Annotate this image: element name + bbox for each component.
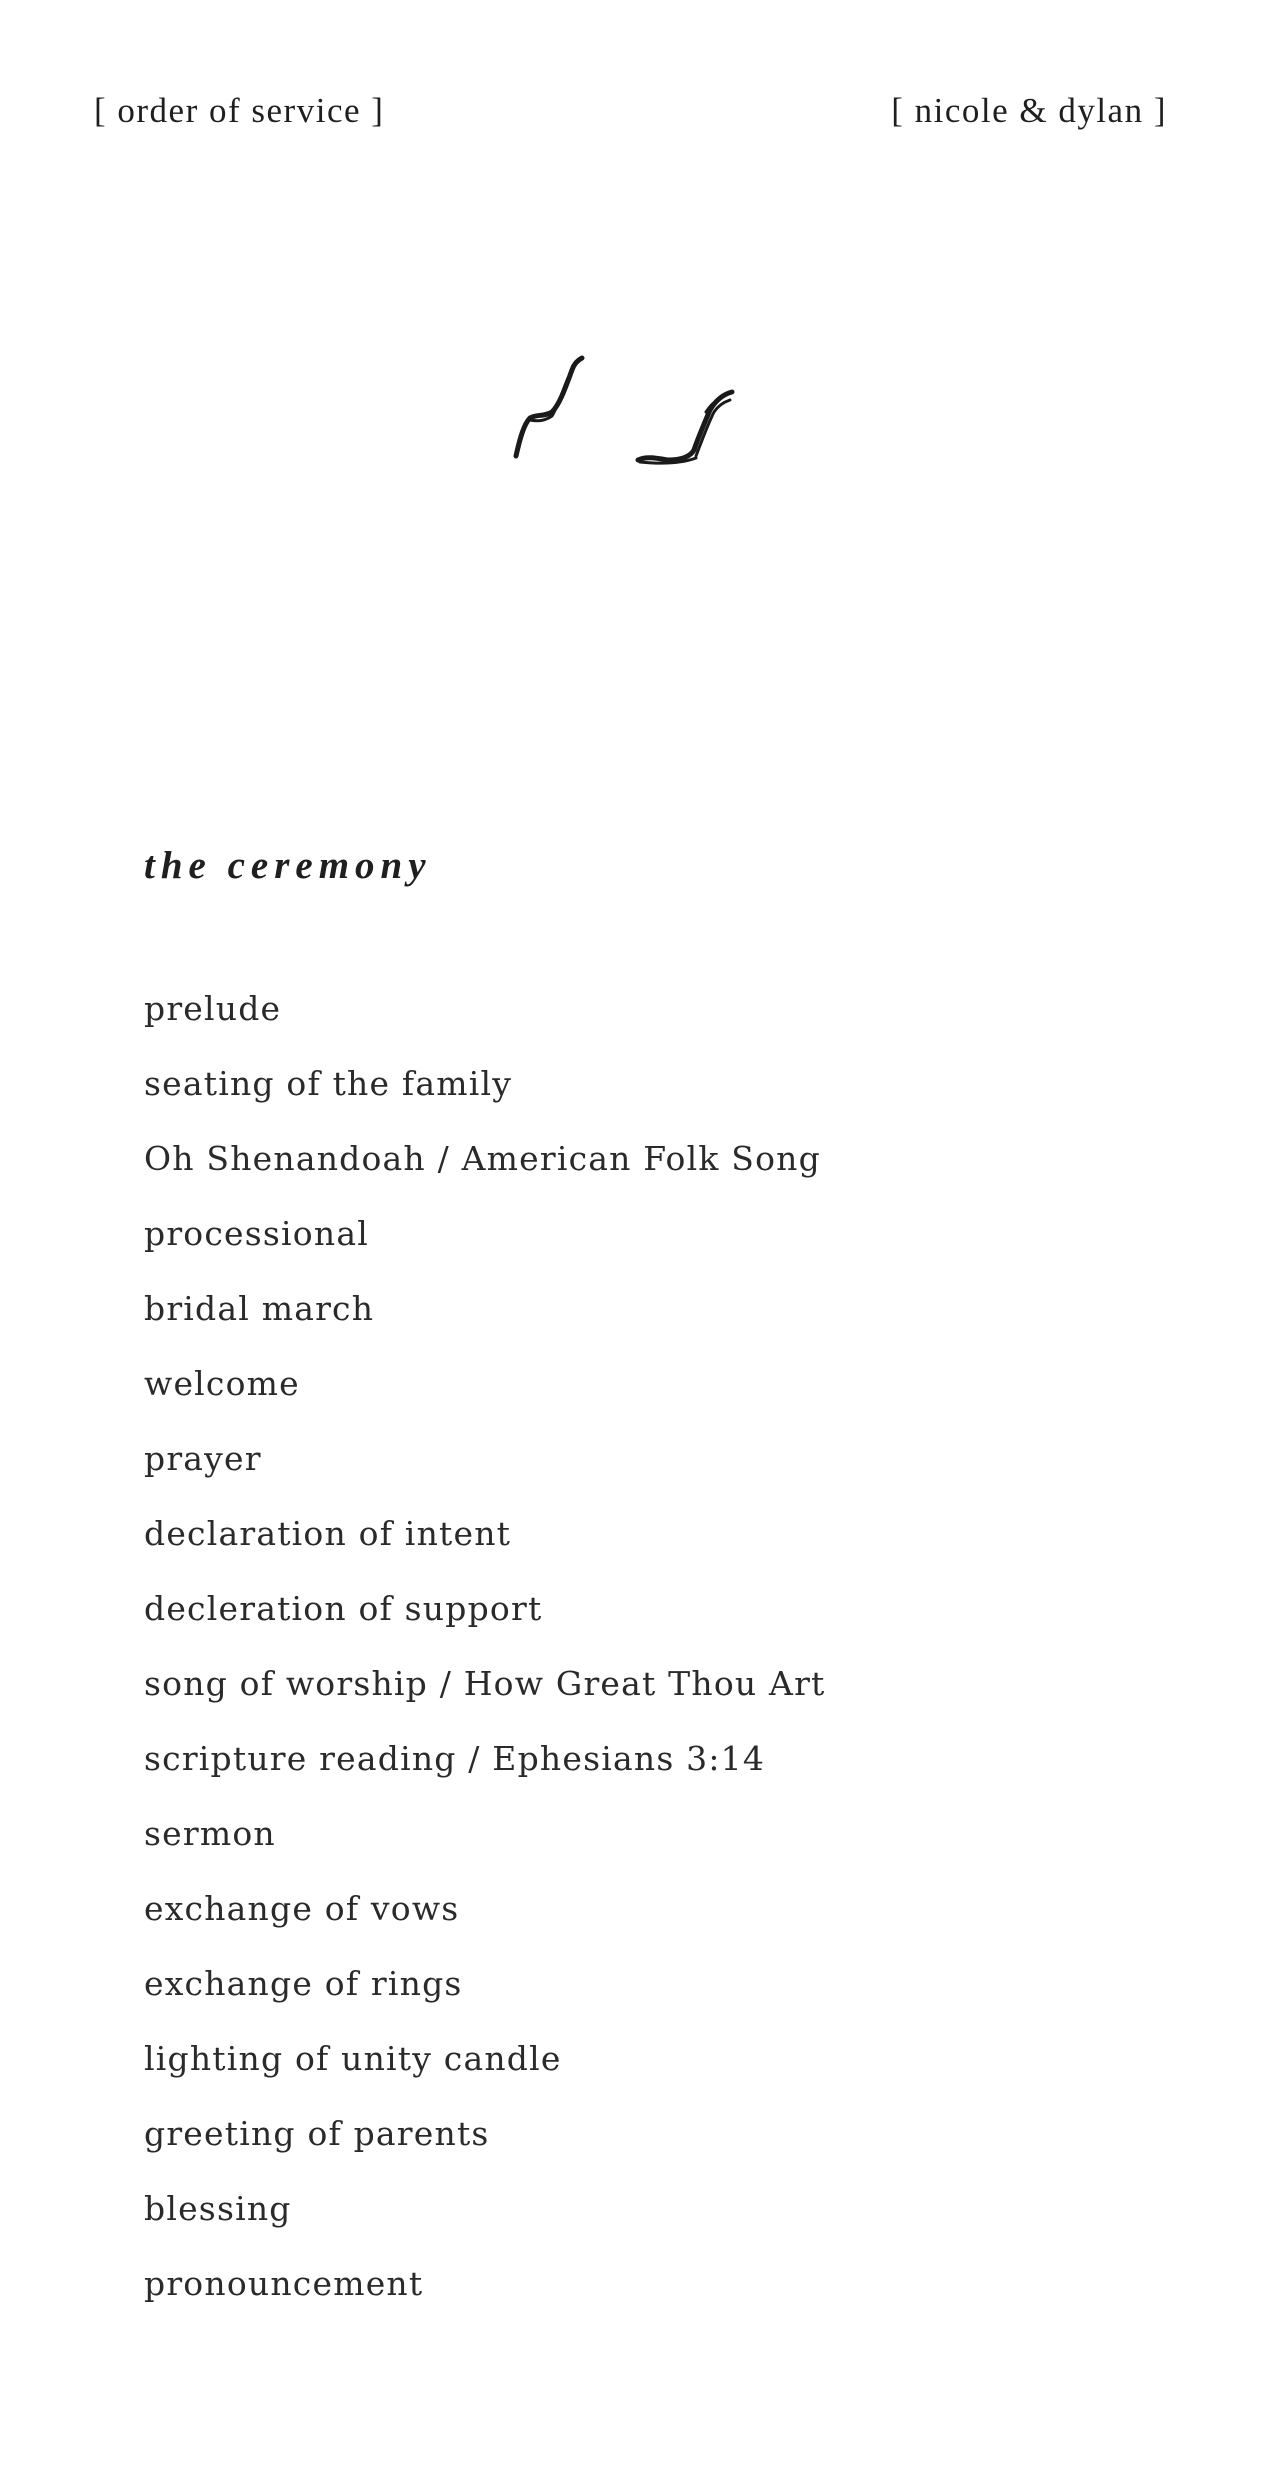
signature-stroke-right: [638, 392, 732, 460]
program-item: blessing: [144, 2189, 292, 2228]
program-item: welcome: [144, 1364, 300, 1403]
program-item: exchange of vows: [144, 1889, 460, 1928]
program-item: prayer: [144, 1439, 262, 1478]
program-item: prelude: [144, 989, 282, 1028]
signature-stroke-left: [516, 358, 582, 456]
signature-stroke-right-inner: [640, 400, 730, 463]
program-item: processional: [144, 1214, 369, 1253]
ceremony-program-list: [144, 971, 826, 2321]
signature-monogram: [500, 340, 780, 490]
program-item: sermon: [144, 1814, 276, 1853]
header-order-of-service: [ order of service ]: [94, 91, 385, 130]
program-item: exchange of rings: [144, 1964, 463, 2003]
program-item: Oh Shenandoah / American Folk Song: [144, 1139, 821, 1178]
program-item: pronouncement: [144, 2264, 424, 2303]
ceremony-title: the ceremony: [144, 844, 432, 887]
program-item: bridal march: [144, 1289, 375, 1328]
program-item: decleration of support: [144, 1589, 543, 1628]
program-item: seating of the family: [144, 1064, 513, 1103]
program-item: declaration of intent: [144, 1514, 512, 1553]
ceremony-section: [144, 838, 826, 2303]
header-couple-names: [ nicole & dylan ]: [891, 91, 1167, 130]
program-item: greeting of parents: [144, 2114, 490, 2153]
program-item: lighting of unity candle: [144, 2039, 562, 2078]
program-item: song of worship / How Great Thou Art: [144, 1664, 826, 1703]
program-item: scripture reading / Ephesians 3:14: [144, 1739, 766, 1778]
